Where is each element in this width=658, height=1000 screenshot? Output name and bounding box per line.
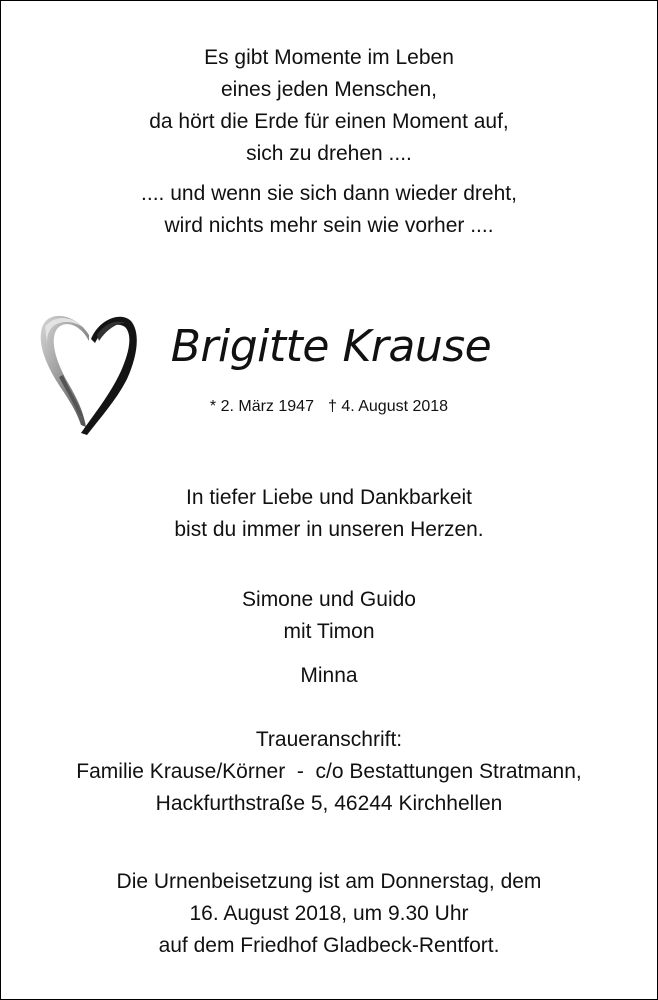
- poem-line-4: sich zu drehen ....: [246, 142, 412, 165]
- family-line-1: Simone und Guido: [242, 588, 416, 611]
- burial-line-1: Die Urnenbeisetzung ist am Donnerstag, dem: [116, 870, 542, 893]
- death-date: † 4. August 2018: [327, 398, 449, 415]
- burial-line-2: 16. August 2018, um 9.30 Uhr: [189, 902, 469, 925]
- birth-date: * 2. März 1947: [209, 398, 314, 415]
- family-line-3: Minna: [300, 664, 358, 687]
- burial-line-3: auf dem Friedhof Gladbeck-Rentfort.: [158, 934, 500, 957]
- family-line-2: mit Timon: [283, 620, 375, 643]
- poem-line-1: Es gibt Momente im Leben: [204, 46, 454, 69]
- address-line-2: Hackfurthstraße 5, 46244 Kirchhellen: [155, 792, 503, 815]
- address-line-1: Familie Krause/Körner - c/o Bestattungen Stratmann,: [76, 760, 582, 783]
- address-heading: Traueranschrift:: [255, 728, 403, 751]
- deceased-name: Brigitte Krause: [170, 321, 492, 372]
- tribute-line-1: In tiefer Liebe und Dankbarkeit: [185, 486, 472, 509]
- poem-line-2: eines jeden Menschen,: [221, 78, 437, 101]
- poem-line-3: da hört die Erde für einen Moment auf,: [149, 110, 509, 133]
- life-dates: [1, 395, 657, 419]
- poem-line-5: .... und wenn sie sich dann wieder dreht,: [141, 182, 517, 205]
- poem-line-6: wird nichts mehr sein wie vorher ....: [164, 214, 494, 237]
- tribute-line-2: bist du immer in unseren Herzen.: [174, 518, 484, 541]
